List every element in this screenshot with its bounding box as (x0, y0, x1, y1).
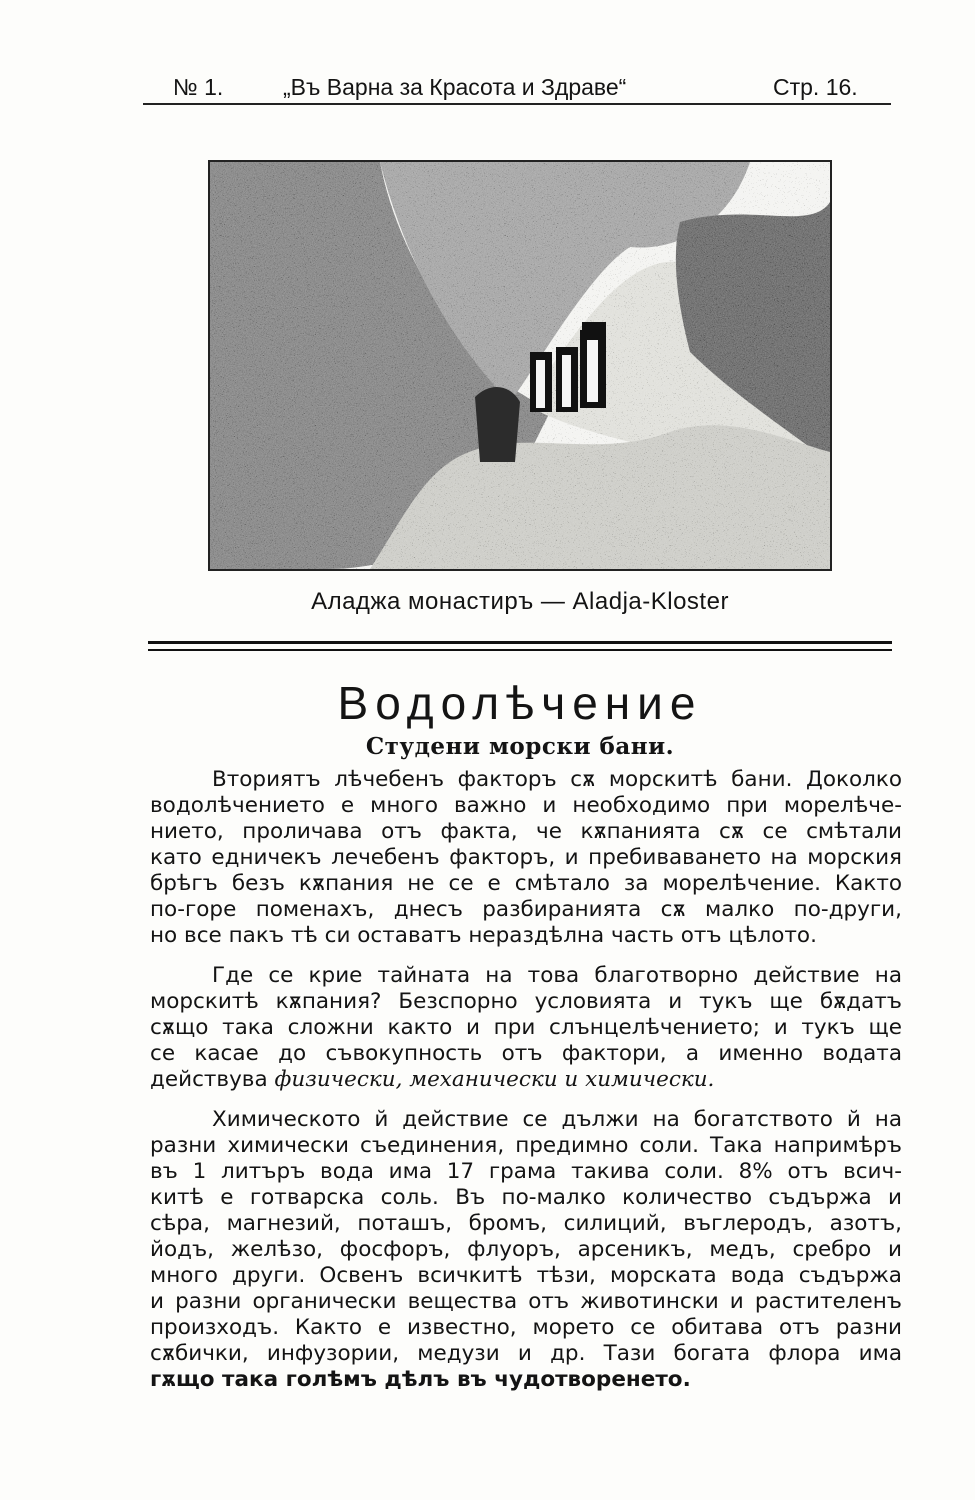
emphasized-text: физически, механически и химически. (274, 1067, 715, 1092)
text-line: йодъ, желѣзо, фосфоръ, флуоръ, арсеникъ, медъ, сребро и (150, 1237, 902, 1262)
article-body (150, 767, 902, 1407)
text-line: но все пакъ тѣ си оставатъ нераздѣлна часть отъ цѣлото. (150, 923, 817, 948)
article-title: Водолѣчение (337, 677, 703, 729)
text-line: много други. Освенъ всичкитѣ тѣзи, морската вода съдържа (150, 1263, 902, 1288)
text-line: морскитѣ кѫпания? Безспорно условията и тукъ ще бѫдатъ (150, 989, 902, 1014)
header-rule (143, 103, 891, 105)
section-divider (148, 641, 892, 644)
paragraph (150, 767, 902, 949)
text-line (150, 1067, 902, 1093)
text-line: се касае до съвокупность отъ фактори, а именно водата (150, 1041, 902, 1066)
text-line: брѣгъ безъ кѫпания не се е смѣтало за морелѣчение. Както (150, 871, 902, 896)
text-line: Вториятъ лѣчебенъ факторъ сѫ морскитѣ бани. Доколко (212, 767, 902, 792)
text-line: Где се крие тайната на това благотворно действие на (212, 963, 902, 988)
text-line: като едничекъ лечебенъ факторъ, и пребиваването на морския (150, 845, 902, 870)
text-line: въ 1 литъръ вода има 17 грама такива соли. 8% отъ всич- (150, 1159, 902, 1184)
section-divider-thin (148, 649, 892, 651)
text-line: по-горе поменахъ, днесъ разбиранията сѫ малко по-други, (150, 897, 902, 922)
text-line: водолѣчението е много важно и необходимо при морелѣче- (150, 793, 902, 818)
text-run: действува (150, 1067, 275, 1092)
text-line: Химическото й действие се дължи на богатството й на (212, 1107, 902, 1132)
page-number: Стр. 16. (773, 74, 858, 100)
article-subtitle: Студени морски бани. (365, 733, 675, 760)
publication-title: „Въ Варна за Красота и Здраве“ (283, 74, 627, 100)
text-line: сѫбички, инфузории, медузи и др. Тази богата флора има (150, 1341, 902, 1366)
text-line: сѫщо така сложни както и при слънцелѣчението; и тукъ ще (150, 1015, 902, 1040)
text-line: разни химически съединения, предимно соли. Така напримѣръ (150, 1133, 902, 1158)
paragraph (150, 1107, 902, 1393)
text-line: гѫщо така голѣмъ дѣлъ въ чудотворенето. (150, 1367, 691, 1392)
text-line: сѣра, магнезий, поташъ, бромъ, силиций, въглеродъ, азотъ, (150, 1211, 902, 1236)
photo-caption: Аладжа монастиръ — Aladja-Kloster (311, 588, 729, 615)
text-line: нието, проличава отъ факта, че кѫпанията сѫ се смѣтали (150, 819, 902, 844)
running-header (148, 74, 888, 104)
issue-number: № 1. (173, 74, 224, 100)
monastery-photo (208, 160, 832, 571)
text-line: китѣ е готварска соль. Въ по-малко количество съдържа и (150, 1185, 902, 1210)
text-line: и разни органически вещества отъ животински и растителенъ (150, 1289, 902, 1314)
text-line: произходъ. Както е известно, морето се обитава отъ разни (150, 1315, 902, 1340)
paragraph (150, 963, 902, 1093)
